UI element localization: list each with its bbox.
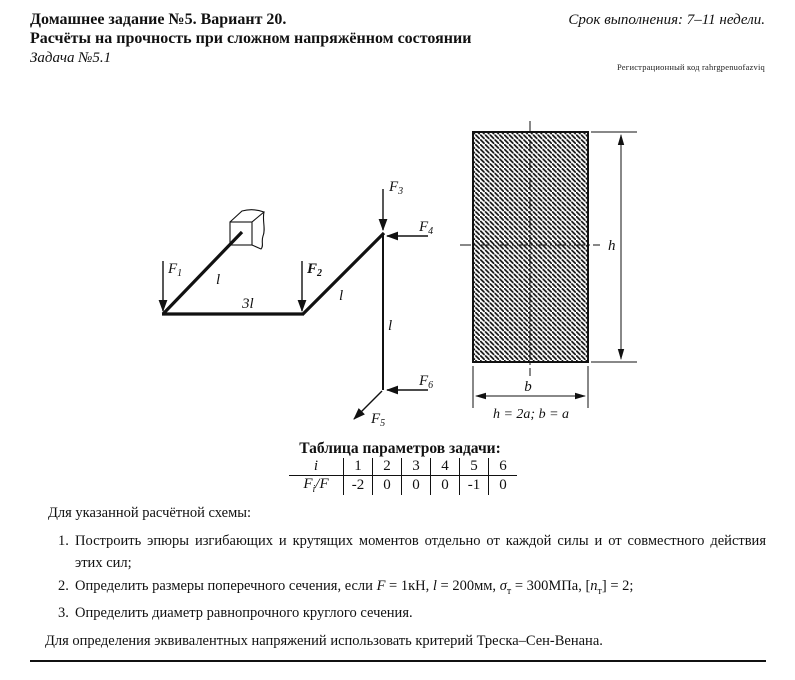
task-text-1: Построить эпюры изгибающих и крутящих моментов отдельно от каждой силы и от совместного действия этих сил; <box>75 533 766 571</box>
registration-code: Регистрационный код rahrgpenuofazviq <box>616 62 765 72</box>
table-value-label: $F_i/F$ <box>303 476 329 495</box>
width-dim-label: b <box>524 379 532 395</box>
height-dim-label: h <box>608 238 616 254</box>
length-l-rod3-label: l <box>339 288 344 304</box>
table-header-cell: 1 <box>344 458 373 476</box>
table-header-label: i <box>289 458 344 476</box>
task-text-2: Определить размеры поперечного сечения, если F = 1кН, l = 200мм, $\sigma_т = 300МПа$, $[n_т] = 2$; <box>75 578 634 597</box>
task-item-2 <box>58 576 766 602</box>
task-text-3: Определить диаметр равнопрочного круглого сечения. <box>75 605 413 621</box>
table-value-cell: -2 <box>344 476 373 496</box>
parameters-table <box>289 458 517 495</box>
table-value-cell: 0 <box>373 476 402 496</box>
table-header-row <box>289 458 517 476</box>
frame-schematic <box>162 179 433 429</box>
table-value-cell: 0 <box>489 476 518 496</box>
tasks-intro: Для указанной расчётной схемы: <box>48 505 252 521</box>
deadline-note: Срок выполнения: 7–11 недели. <box>568 12 765 28</box>
bottom-rule <box>30 660 766 662</box>
document-title: Домашнее задание №5. Вариант 20. <box>30 11 287 28</box>
task-number: Задача №5.1 <box>30 50 112 66</box>
force-arrows <box>163 189 428 419</box>
table-value-cell: 0 <box>402 476 431 496</box>
force-f6-label: $F_6$ <box>419 373 434 391</box>
length-l-rod1-label: l <box>216 272 221 288</box>
force-f3-label: $F_3$ <box>389 179 404 197</box>
cross-section-figure <box>460 121 637 422</box>
table-header-cell: 5 <box>460 458 489 476</box>
force-f2-label: $F_2$ <box>307 261 323 279</box>
task-number-3: 3. <box>58 605 69 621</box>
table-header-cell: 2 <box>373 458 402 476</box>
task-item-1 <box>58 531 766 574</box>
table-title: Таблица параметров задачи: <box>299 440 501 457</box>
length-l-rod4-label: l <box>388 318 393 334</box>
table-header-cell: 4 <box>431 458 460 476</box>
table-header-cell: 3 <box>402 458 431 476</box>
document-subtitle: Расчёты на прочность при сложном напряжённом состоянии <box>30 30 472 47</box>
table-value-cell: -1 <box>460 476 489 496</box>
support-cube-icon <box>230 210 264 249</box>
task-number-1: 1. <box>58 533 69 549</box>
criterion-note: Для определения эквивалентных напряжений использовать критерий Треска–Сен-Венана. <box>45 633 603 649</box>
table-value-row <box>289 476 517 496</box>
frame-rods <box>162 232 384 390</box>
force-f4-label: $F_4$ <box>419 219 434 237</box>
force-f1-label: $F_1$ <box>168 261 183 279</box>
task-item-3 <box>58 603 766 625</box>
force-f5-label: $F_5$ <box>371 411 386 429</box>
table-value-cell: 0 <box>431 476 460 496</box>
length-3l-rod2-label: 3l <box>242 296 254 312</box>
section-relation-label: h = 2a; b = a <box>492 407 570 422</box>
table-header-cell: 6 <box>489 458 518 476</box>
task-number-2: 2. <box>58 578 69 594</box>
